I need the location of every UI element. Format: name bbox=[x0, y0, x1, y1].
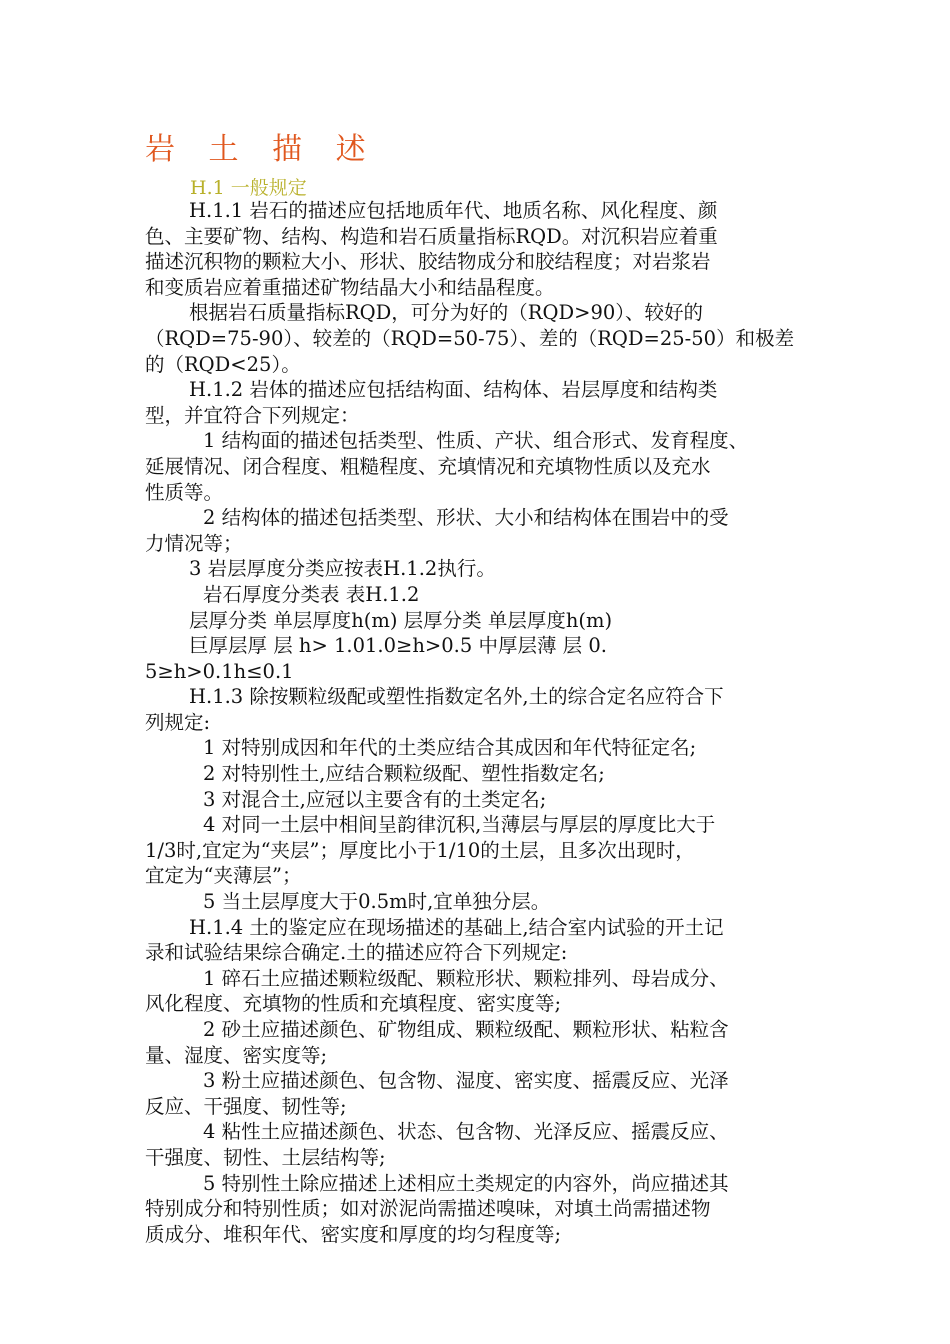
body-line: 3 岩层厚度分类应按表H.1.2执行。 bbox=[189, 557, 496, 581]
body-line: 2 结构体的描述包括类型、形状、大小和结构体在围岩中的受 bbox=[203, 506, 729, 530]
body-line: 性质等。 bbox=[145, 480, 224, 504]
body-line: 反应、干强度、韧性等; bbox=[145, 1094, 347, 1118]
body-line: 力情况等； bbox=[145, 531, 243, 555]
body-line: 描述沉积物的颗粒大小、形状、胶结物成分和胶结程度；对岩浆岩 bbox=[145, 250, 711, 274]
body-line: 1 结构面的描述包括类型、性质、产状、组合形式、发育程度、 bbox=[203, 429, 749, 453]
body-line: 录和试验结果综合确定.土的描述应符合下列规定: bbox=[145, 941, 568, 965]
body-line: 5 当土层厚度大于0.5m时,宜单独分层。 bbox=[203, 890, 551, 914]
section-heading: H.1 一般规定 bbox=[190, 177, 307, 199]
body-line: 5≥h>0.1h≤0.1 bbox=[145, 659, 294, 683]
body-line: H.1.2 岩体的描述应包括结构面、结构体、岩层厚度和结构类 bbox=[189, 378, 718, 402]
body-line: 根据岩石质量指标RQD，可分为好的（RQD>90）、较好的 bbox=[189, 301, 704, 325]
body-line: 和变质岩应着重描述矿物结晶大小和结晶程度。 bbox=[145, 275, 555, 299]
body-line: 1/3时,宜定为“夹层”；厚度比小于1/10的土层，且多次出现时， bbox=[145, 838, 695, 862]
body-line: 3 对混合土,应冠以主要含有的土类定名; bbox=[203, 787, 547, 811]
body-line: 宜定为“夹薄层”； bbox=[145, 864, 302, 888]
body-line: （RQD=75-90）、较差的（RQD=50-75）、差的（RQD=25-50）和极差 bbox=[145, 326, 795, 350]
body-line: 5 特别性土除应描述上述相应土类规定的内容外，尚应描述其 bbox=[203, 1171, 729, 1195]
body-line: H.1.1 岩石的描述应包括地质年代、地质名称、风化程度、颜 bbox=[189, 199, 718, 222]
body-line: 4 粘性土应描述颜色、状态、包含物、光泽反应、摇震反应、 bbox=[203, 1120, 729, 1144]
body-line: 风化程度、充填物的性质和充填程度、密实度等; bbox=[145, 992, 562, 1016]
body-line: 列规定: bbox=[145, 710, 211, 734]
body-line: 4 对同一土层中相间呈韵律沉积,当薄层与厚层的厚度比大于 bbox=[203, 813, 716, 837]
body-line: 型，并宜符合下列规定： bbox=[145, 403, 360, 427]
document-body bbox=[145, 198, 817, 1247]
body-line: H.1.3 除按颗粒级配或塑性指数定名外,土的综合定名应符合下 bbox=[189, 685, 724, 709]
body-line: 2 砂土应描述颜色、矿物组成、颗粒级配、颗粒形状、粘粒含 bbox=[203, 1018, 729, 1041]
body-line: 的（RQD<25）。 bbox=[145, 352, 301, 376]
body-line: 1 碎石土应描述颗粒级配、颗粒形状、颗粒排列、母岩成分、 bbox=[203, 966, 729, 990]
body-line: 干强度、韧性、土层结构等; bbox=[145, 1145, 386, 1169]
body-line: 巨厚层厚 层 h> 1.01.0≥h>0.5 中厚层薄 层 0. bbox=[189, 634, 607, 658]
body-line: 色、主要矿物、结构、构造和岩石质量指标RQD。对沉积岩应着重 bbox=[145, 224, 718, 248]
body-line: 量、湿度、密实度等; bbox=[145, 1043, 328, 1067]
body-line: 质成分、堆积年代、密实度和厚度的均匀程度等; bbox=[145, 1222, 562, 1246]
body-line: 岩石厚度分类表 表H.1.2 bbox=[203, 582, 420, 606]
body-line: 1 对特别成因和年代的土类应结合其成因和年代特征定名; bbox=[203, 736, 697, 760]
body-line: 特别成分和特别性质；如对淤泥尚需描述嗅味，对填土尚需描述物 bbox=[145, 1197, 711, 1221]
body-line: 3 粉土应描述颜色、包含物、湿度、密实度、摇震反应、光泽 bbox=[203, 1069, 729, 1093]
body-line: 层厚分类 单层厚度h(m) 层厚分类 单层厚度h(m) bbox=[189, 608, 613, 632]
document-title: 岩 土 描 述 bbox=[145, 132, 378, 167]
body-line: 2 对特别性土,应结合颗粒级配、塑性指数定名; bbox=[203, 762, 605, 786]
body-line: 延展情况、闭合程度、粗糙程度、充填情况和充填物性质以及充水 bbox=[145, 454, 711, 478]
body-line: H.1.4 土的鉴定应在现场描述的基础上,结合室内试验的开土记 bbox=[189, 915, 724, 939]
